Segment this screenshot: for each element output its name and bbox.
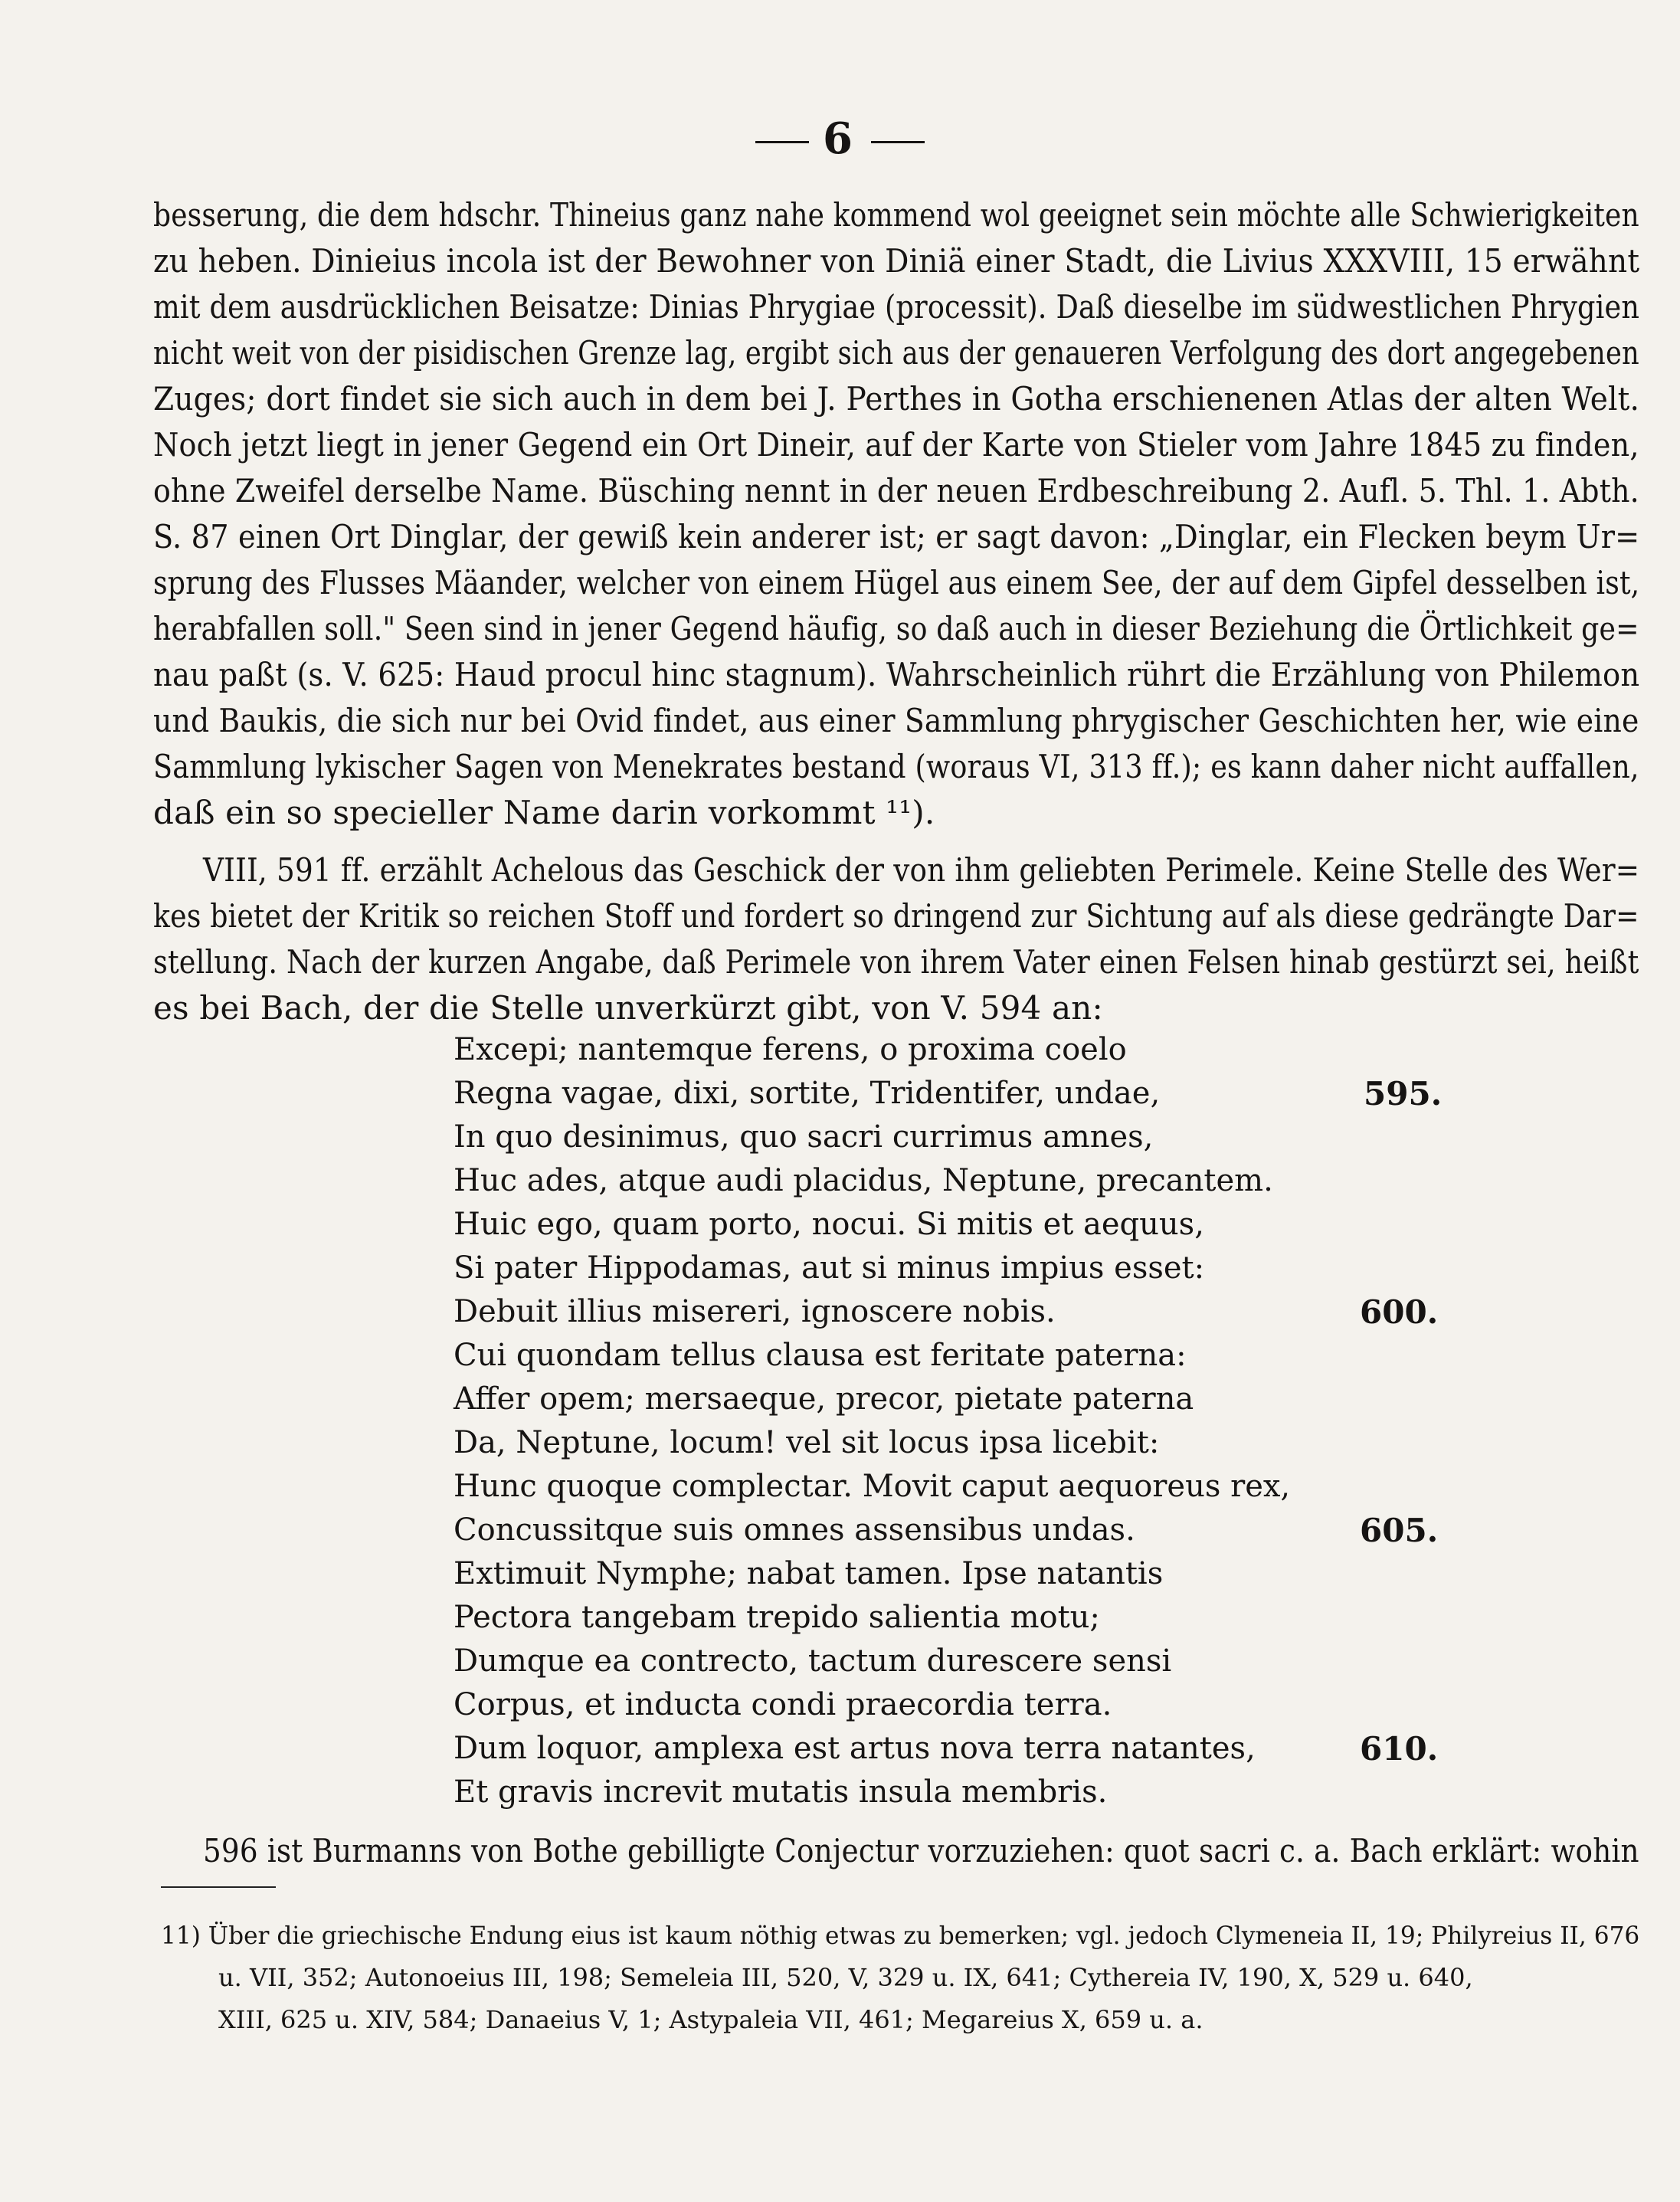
- verse-line: Corpus, et inducta condi praecordia terra.: [454, 1687, 1112, 1722]
- verse-number: 595.: [1364, 1075, 1443, 1112]
- text-line: mit dem ausdrücklichen Beisatze: Dinias Phrygiae (processit). Daß dieselbe im südwestlichen Phrygien: [153, 288, 1640, 326]
- verse-line: Huic ego, quam porto, nocui. Si mitis et aequus,: [454, 1207, 1204, 1242]
- verse-line: Dum loquor, amplexa est artus nova terra natantes,: [454, 1731, 1256, 1766]
- verse-line: Huc ades, atque audi placidus, Neptune, precantem.: [454, 1163, 1273, 1198]
- text-line: und Baukis, die sich nur bei Ovid findet, aus einer Sammlung phrygischer Geschichten her, wie eine: [153, 702, 1639, 739]
- verse-line: Debuit illius misereri, ignoscere nobis.: [454, 1294, 1056, 1329]
- verse-number: 600.: [1360, 1293, 1439, 1331]
- text-line: herabfallen soll." Seen sind in jener Gegend häufig, so daß auch in dieser Beziehung die Örtlichkeit ge=: [153, 610, 1639, 647]
- verse-number: 610.: [1360, 1730, 1439, 1768]
- page-number: 6: [0, 113, 1680, 164]
- verse-line: Cui quondam tellus clausa est feritate paterna:: [454, 1338, 1187, 1373]
- text-line: ohne Zweifel derselbe Name. Büsching nennt in der neuen Erdbeschreibung 2. Aufl. 5. Thl. 1. Abth.: [153, 472, 1639, 510]
- text-line: kes bietet der Kritik so reichen Stoff und fordert so dringend zur Sichtung auf als diese gedrängte Dar=: [153, 897, 1639, 935]
- text-line: stellung. Nach der kurzen Angabe, daß Perimele von ihrem Vater einen Felsen hinab gestürzt sei, heißt: [153, 943, 1639, 981]
- text-line: S. 87 einen Ort Dinglar, der gewiß kein anderer ist; er sagt davon: „Dinglar, ein Flecken beym Ur=: [153, 518, 1640, 555]
- text-line: sprung des Flusses Mäander, welcher von einem Hügel aus einem See, der auf dem Gipfel desselben ist,: [153, 564, 1640, 601]
- text-line: VIII, 591 ff. erzählt Achelous das Geschick der von ihm geliebten Perimele. Keine Stelle des Wer=: [203, 851, 1640, 889]
- verse-line: Extimuit Nymphe; nabat tamen. Ipse natantis: [454, 1556, 1164, 1591]
- verse-line: Et gravis increvit mutatis insula membris.: [454, 1774, 1108, 1810]
- verse-line: Da, Neptune, locum! vel sit locus ipsa licebit:: [454, 1425, 1160, 1460]
- text-line: Noch jetzt liegt in jener Gegend ein Ort Dineir, auf der Karte von Stieler vom Jahre 1845 zu finden,: [153, 426, 1639, 464]
- verse-number: 605.: [1360, 1512, 1439, 1549]
- text-line: daß ein so specieller Name darin vorkommt ¹¹).: [153, 794, 935, 831]
- text-line: nicht weit von der pisidischen Grenze lag, ergibt sich aus der genaueren Verfolgung des dort angegebenen: [153, 334, 1639, 372]
- text-line: 596 ist Burmanns von Bothe gebilligte Conjectur vorzuziehen: quot sacri c. a. Bach erklärt: wohin: [203, 1832, 1639, 1869]
- verse-line: Pectora tangebam trepido salientia motu;: [454, 1600, 1100, 1635]
- verse-line: Regna vagae, dixi, sortite, Tridentifer, undae,: [454, 1076, 1161, 1111]
- text-line: zu heben. Dinieius incola ist der Bewohner von Diniä einer Stadt, die Livius XXXVIII, 15 erwähnt: [153, 242, 1640, 280]
- text-line: es bei Bach, der die Stelle unverkürzt gibt, von V. 594 an:: [153, 989, 1103, 1027]
- verse-line: Hunc quoque complectar. Movit caput aequoreus rex,: [454, 1469, 1291, 1504]
- text-line: nau paßt (s. V. 625: Haud procul hinc stagnum). Wahrscheinlich rührt die Erzählung von Philemon: [153, 656, 1640, 693]
- verse-line: Affer opem; mersaeque, precor, pietate paterna: [454, 1381, 1194, 1417]
- verse-line: Excepi; nantemque ferens, o proxima coelo: [454, 1032, 1127, 1067]
- text-line: besserung, die dem hdschr. Thineius ganz nahe kommend wol geeignet sein möchte alle Schwierigkeiten: [153, 196, 1639, 234]
- footnote-line: 11) Über die griechische Endung eius ist kaum nöthig etwas zu bemerken; vgl. jedoch Clymeneia II, 19; Philyreius II, 676: [161, 1921, 1640, 1950]
- footnote-rule: [161, 1886, 276, 1888]
- verse-line: Si pater Hippodamas, aut si minus impius esset:: [454, 1250, 1205, 1286]
- verse-line: Dumque ea contrecto, tactum durescere sensi: [454, 1643, 1172, 1679]
- footnote-line: u. VII, 352; Autonoeius III, 198; Semeleia III, 520, V, 329 u. IX, 641; Cythereia IV, 190, X, 529 u. 640,: [218, 1963, 1473, 1992]
- text-line: Zuges; dort findet sie sich auch in dem bei J. Perthes in Gotha erschienenen Atlas der alten Welt.: [153, 380, 1640, 418]
- text-line: Sammlung lykischer Sagen von Menekrates bestand (woraus VI, 313 ff.); es kann daher nicht auffallen,: [153, 748, 1639, 785]
- footnote-line: XIII, 625 u. XIV, 584; Danaeius V, 1; Astypaleia VII, 461; Megareius X, 659 u. a.: [218, 2005, 1204, 2034]
- verse-line: In quo desinimus, quo sacri currimus amnes,: [454, 1119, 1154, 1155]
- verse-line: Concussitque suis omnes assensibus undas.: [454, 1512, 1135, 1548]
